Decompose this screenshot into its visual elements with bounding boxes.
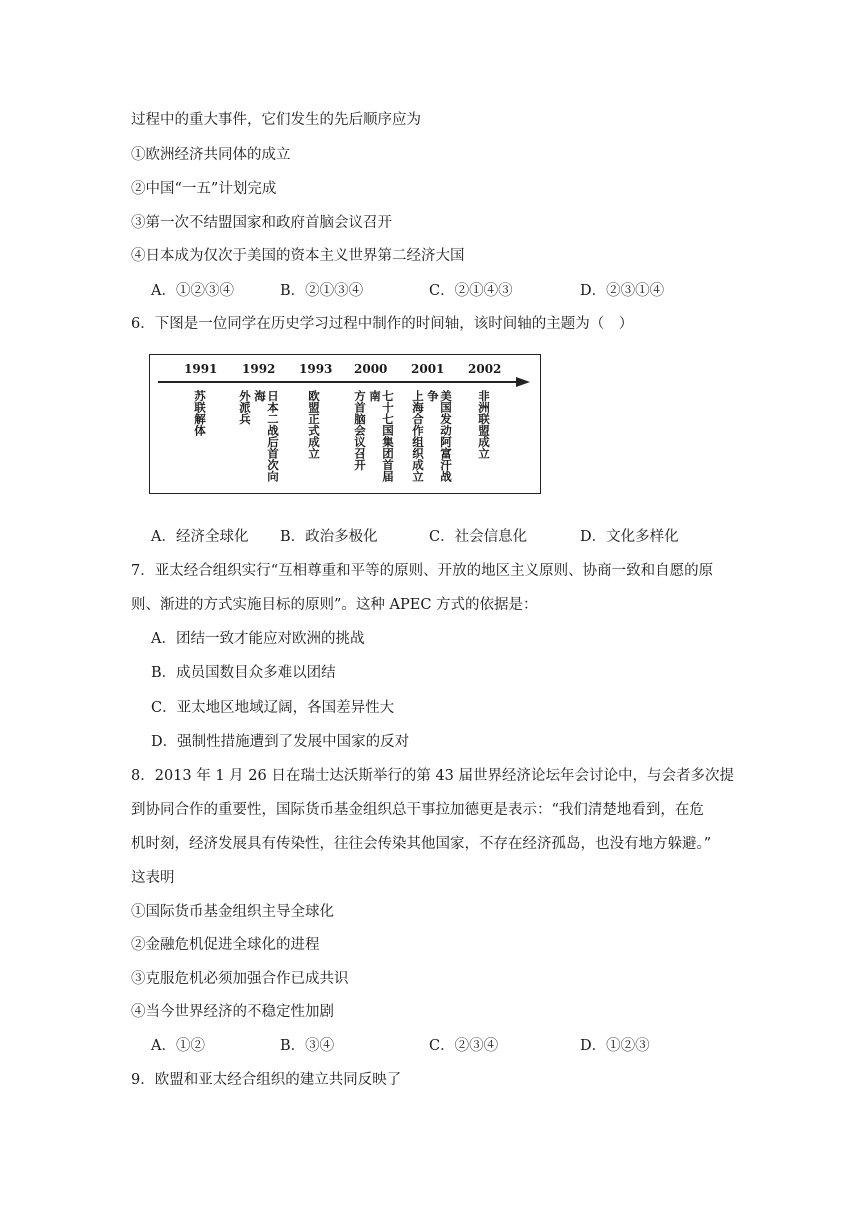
timeline-year-2000: 2000 <box>354 362 388 376</box>
timeline-year-2002: 2002 <box>468 362 502 376</box>
q6-stem: 6．下图是一位同学在历史学习过程中制作的时间轴，该时间轴的主题为（ ） <box>131 316 634 332</box>
q8-option-d: D．①②③ <box>580 1038 650 1054</box>
q5-option-c: C．②①④③ <box>429 283 513 299</box>
q6-option-c: C．社会信息化 <box>429 529 528 545</box>
q8-stem-line-4: 这表明 <box>131 870 175 886</box>
timeline-year-2001: 2001 <box>411 362 445 376</box>
q5-option-d: D．②③①④ <box>580 283 665 299</box>
q7-stem-line-1: 7．亚太经合组织实行“互相尊重和平等的原则、开放的地区主义原则、协商一致和自愿的原 <box>131 563 714 579</box>
q7-option-d: D．强制性措施遭到了发展中国家的反对 <box>151 734 410 750</box>
q8-option-a: A．①② <box>151 1038 205 1054</box>
timeline-event-1992-a: 日本二战后首次向海 <box>253 390 280 482</box>
q6-option-b: B．政治多极化 <box>280 529 378 545</box>
timeline-year-1991: 1991 <box>184 362 218 376</box>
q8-item-2: ②金融危机促进全球化的进程 <box>131 937 320 953</box>
q7-stem-line-2: 则、渐进的方式实施目标的原则”。这种 APEC 方式的依据是： <box>131 597 538 613</box>
timeline-year-1992: 1992 <box>242 362 276 376</box>
q5-item-4: ④日本成为仅次于美国的资本主义世界第二经济大国 <box>131 248 465 264</box>
q5-item-2: ②中国“一五”计划完成 <box>131 181 277 197</box>
timeline-year-1993: 1993 <box>299 362 333 376</box>
timeline-event-1992-b: 外派兵 <box>238 390 252 425</box>
q5-option-a: A．①②③④ <box>151 283 234 299</box>
timeline-event-2001-b: 上海合作组织成立 <box>411 390 425 482</box>
q5-stem: 过程中的重大事件，它们发生的先后顺序应为 <box>131 112 421 128</box>
q8-item-4: ④当今世界经济的不稳定性加剧 <box>131 1004 334 1020</box>
q6-option-d: D．文化多样化 <box>580 529 679 545</box>
q8-option-c: C．②③④ <box>429 1038 499 1054</box>
q5-option-b: B．②①③④ <box>280 283 364 299</box>
q8-option-b: B．③④ <box>280 1038 335 1054</box>
q7-option-b: B．成员国数目众多难以团结 <box>151 665 336 681</box>
timeline-event-2002: 非洲联盟成立 <box>477 390 491 459</box>
q8-stem-line-3: 机时刻，经济发展具有传染性，往往会传染其他国家，不存在经济孤岛，也没有地方躲避。” <box>131 836 712 852</box>
timeline-event-2000-b: 方首脑会议召开 <box>353 390 367 471</box>
timeline-event-2001-a: 美国发动阿富汗战争 <box>426 390 453 482</box>
timeline-event-1993: 欧盟正式成立 <box>307 390 321 459</box>
q6-option-a: A．经济全球化 <box>151 529 249 545</box>
timeline-figure <box>149 354 541 494</box>
q7-option-c: C．亚太地区地域辽阔，各国差异性大 <box>151 700 395 716</box>
timeline-event-2000-a: 七十七国集团首届南 <box>368 390 395 482</box>
q8-stem-line-1: 8．2013 年 1 月 26 日在瑞士达沃斯举行的第 43 届世界经济论坛年会讨论中，与会者多次提 <box>131 768 735 784</box>
q8-item-1: ①国际货币基金组织主导全球化 <box>131 904 334 920</box>
q8-item-3: ③克服危机必须加强合作已成共识 <box>131 971 349 987</box>
q9-stem: 9．欧盟和亚太经合组织的建立共同反映了 <box>131 1072 402 1088</box>
q7-option-a: A．团结一致才能应对欧洲的挑战 <box>151 631 365 647</box>
timeline-event-1991: 苏联解体 <box>193 390 207 436</box>
q5-item-1: ①欧洲经济共同体的成立 <box>131 147 291 163</box>
q8-stem-line-2: 到协同合作的重要性，国际货币基金组织总干事拉加德更是表示：“我们清楚地看到，在危 <box>131 802 704 818</box>
q5-item-3: ③第一次不结盟国家和政府首脑会议召开 <box>131 215 392 231</box>
